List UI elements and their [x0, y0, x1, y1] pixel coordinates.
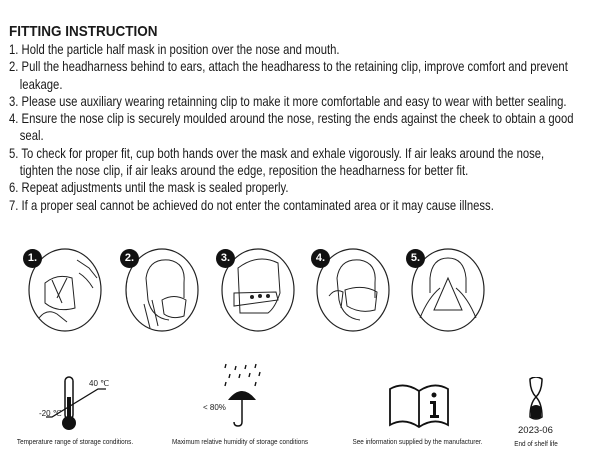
step-1-illustration	[27, 248, 103, 332]
instruction-line: seal.	[19, 128, 44, 144]
humidity-caption: Maximum relative humidity of storage conditions	[172, 437, 309, 446]
step-number-badge: 3.	[216, 249, 235, 268]
instruction-line: 3. Please use auxiliary wearing retainning clip to make it more comfortable and easy to wear with better sealing.	[9, 93, 567, 109]
step-number-badge: 2.	[120, 249, 139, 268]
step-2-illustration	[124, 248, 200, 332]
instruction-line: 4. Ensure the nose clip is securely moulded around the nose, resting the ends against the cheek to obtain a good	[9, 111, 574, 127]
step-3-illustration	[220, 248, 296, 332]
umbrella-rain-icon	[222, 362, 272, 430]
instruction-list	[9, 41, 600, 214]
temperature-min: -20 ℃	[39, 409, 62, 418]
step-4-illustration	[315, 248, 391, 332]
temperature-max: 40 ℃	[89, 379, 110, 388]
book-info-icon	[388, 383, 450, 429]
step-number-badge: 4.	[311, 249, 330, 268]
humidity-value: < 80%	[203, 403, 226, 412]
temperature-caption: Temperature range of storage conditions.	[16, 437, 134, 446]
instruction-line: 6. Repeat adjustments until the mask is sealed properly.	[9, 180, 289, 196]
instruction-line: 2. Pull the headharness behind to ears, attach the headharess to the retaining clip, improve comfort and prevent	[9, 59, 568, 75]
instruction-line: 5. To check for proper fit, cup both hands over the mask and exhale vigorously. If air leaks around the nose,	[9, 145, 545, 161]
instruction-line: 1. Hold the particle half mask in position over the nose and mouth.	[9, 42, 340, 57]
instruction-line: 7. If a proper seal cannot be achieved do not enter the contaminated area or it may cause illness.	[9, 197, 494, 213]
step-number-badge: 1.	[23, 249, 42, 268]
hourglass-icon	[527, 377, 545, 421]
instruction-line: tighten the nose clip, if air leaks around the edge, reposition the headharness for better fit.	[19, 163, 469, 179]
shelf-life-date: 2023-06	[518, 425, 553, 436]
shelf-life-caption: End of shelf life	[514, 439, 558, 448]
instruction-line: leakage.	[19, 76, 63, 92]
info-caption: See information supplied by the manufacturer.	[352, 437, 483, 446]
step-number-badge: 5.	[406, 249, 425, 268]
step-5-illustration	[410, 248, 486, 332]
page-title: FITTING INSTRUCTION	[9, 23, 158, 40]
